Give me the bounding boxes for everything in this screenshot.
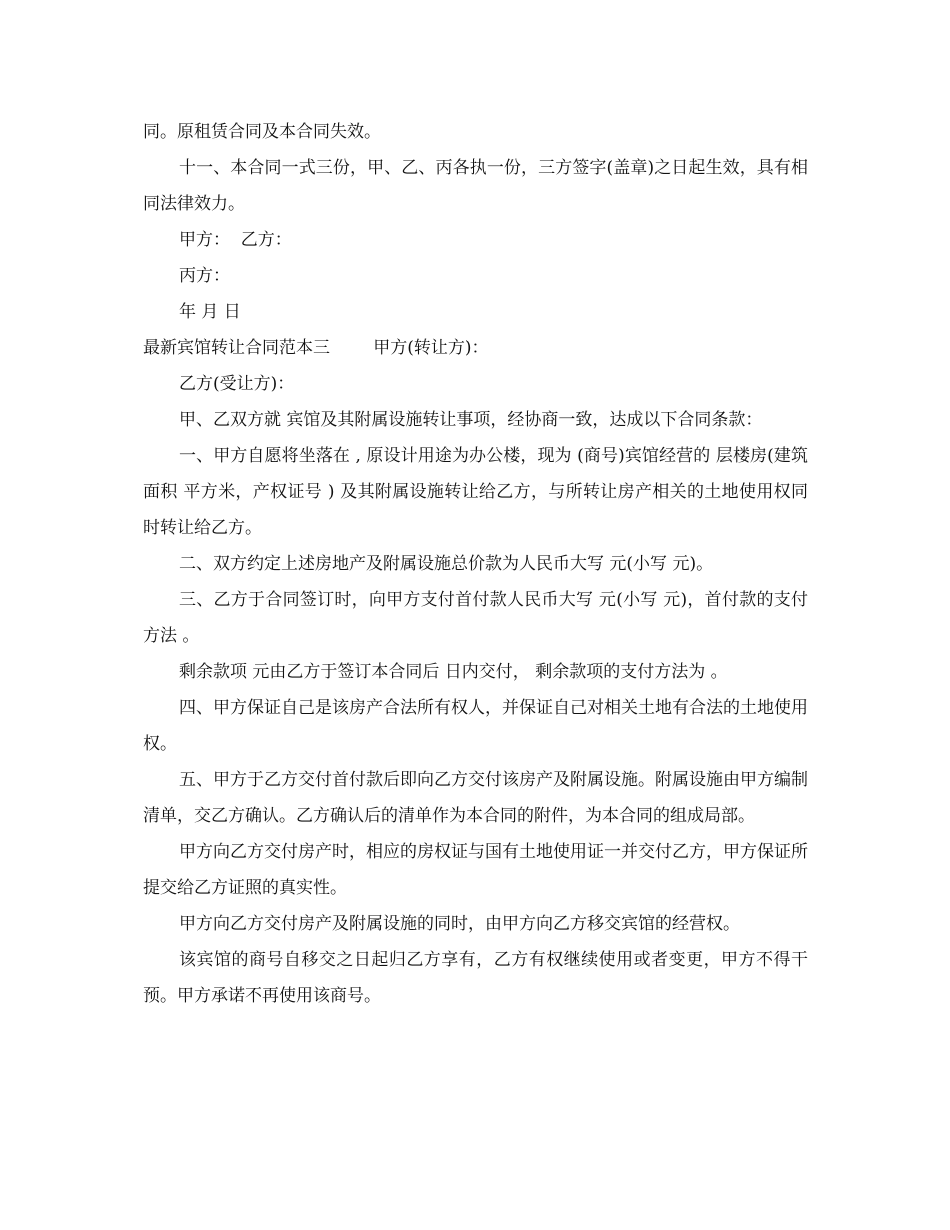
paragraph-clause-11: 十一、本合同一式三份，甲、乙、丙各执一份，三方签字(盖章)之日起生效，具有相同法律效力。 — [143, 158, 808, 214]
paragraph-clause-3: 三、乙方于合同签订时，向甲方支付首付款人民币大写 元(小写 元)，首付款的支付方法 。 — [143, 590, 808, 646]
signature-date: 年 月 日 — [179, 302, 241, 322]
signature-party-a-b: 甲方： 乙方： — [179, 230, 292, 250]
signature-party-c: 丙方： — [179, 266, 230, 286]
party-b-line: 乙方(受让方)： — [179, 374, 295, 394]
paragraph-continuation: 同。原租赁合同及本合同失效。 — [143, 122, 381, 142]
paragraph-certificate-delivery: 甲方向乙方交付房产时，相应的房权证与国有土地使用证一并交付乙方，甲方保证所提交给乙方证照的真实性。 — [143, 842, 808, 898]
paragraph-intro: 甲、乙双方就 宾馆及其附属设施转让事项，经协商一致，达成以下合同条款： — [179, 410, 763, 430]
paragraph-clause-4: 四、甲方保证自己是该房产合法所有权人，并保证自己对相关土地有合法的土地使用权。 — [143, 698, 808, 754]
paragraph-remaining-payment: 剩余款项 元由乙方于签订本合同后 日内交付， 剩余款项的支付方法为 。 — [179, 662, 728, 682]
paragraph-operating-rights: 甲方向乙方交付房产及附属设施的同时，由甲方向乙方移交宾馆的经营权。 — [179, 914, 740, 934]
paragraph-clause-2: 二、双方约定上述房地产及附属设施总价款为人民币大写 元(小写 元)。 — [179, 554, 714, 574]
paragraph-clause-5: 五、甲方于乙方交付首付款后即向乙方交付该房产及附属设施。附属设施由甲方编制清单，交乙方确认。乙方确认后的清单作为本合同的附件，为本合同的组成局部。 — [143, 770, 808, 826]
contract-title-party-a: 最新宾馆转让合同范本三 甲方(转让方)： — [143, 338, 489, 358]
paragraph-clause-1: 一、甲方自愿将坐落在 , 原设计用途为办公楼，现为 (商号)宾馆经营的 层楼房(建筑面积 平方米，产权证号 ) 及其附属设施转让给乙方，与所转让房产相关的土地使用权同时转让给乙方。 — [143, 446, 808, 538]
paragraph-trade-name: 该宾馆的商号自移交之日起归乙方享有，乙方有权继续使用或者变更，甲方不得干预。甲方承诺不再使用该商号。 — [143, 950, 808, 1006]
document-body — [143, 114, 808, 1014]
